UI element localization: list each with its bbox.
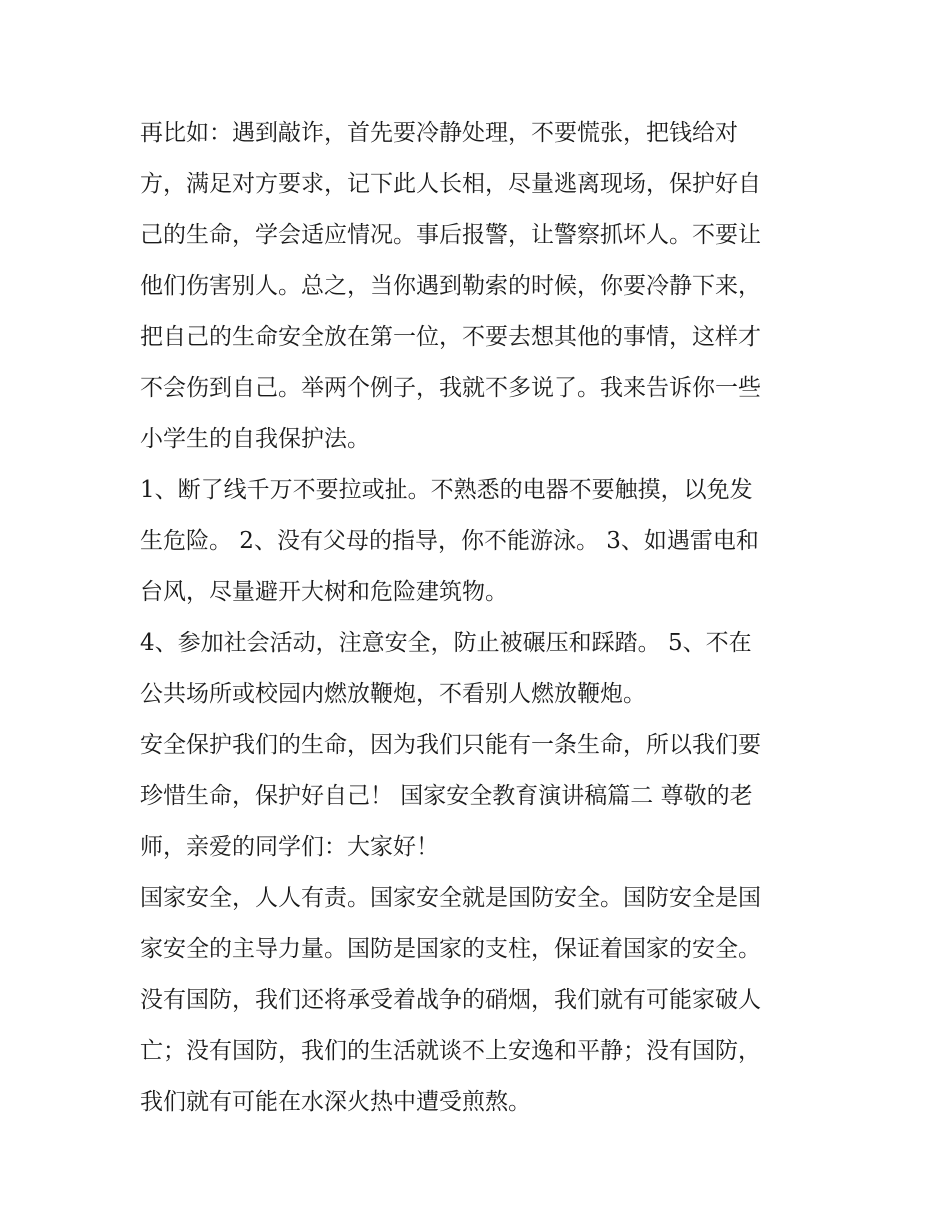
document-body	[140, 108, 820, 1128]
text-line: 方，满足对方要求，记下此人长相，尽量逃离现场，保护好自	[140, 171, 761, 197]
text-line: 再比如：遇到敲诈，首先要冷静处理，不要慌张，把钱给对	[140, 120, 738, 146]
text-line: 1、断了线千万不要拉或扯。不熟悉的电器不要触摸，以免发	[140, 477, 753, 503]
text-line: 己的生命，学会适应情况。事后报警，让警察抓坏人。不要让	[140, 222, 761, 248]
text-line: 公共场所或校园内燃放鞭炮，不看别人燃放鞭炮。	[140, 681, 646, 707]
text-line: 国家安全，人人有责。国家安全就是国防安全。国防安全是国	[140, 885, 761, 911]
text-line: 他们伤害别人。总之，当你遇到勒索的时候，你要冷静下来，	[140, 273, 761, 299]
text-line: 珍惜生命，保护好自己！ 国家安全教育演讲稿篇二 尊敬的老	[140, 783, 753, 809]
text-line: 把自己的生命安全放在第一位，不要去想其他的事情，这样才	[140, 324, 761, 350]
text-line: 不会伤到自己。举两个例子，我就不多说了。我来告诉你一些	[140, 375, 761, 401]
text-line: 4、参加社会活动，注意安全，防止被碾压和踩踏。 5、不在	[140, 630, 752, 656]
text-line: 没有国防，我们还将承受着战争的硝烟，我们就有可能家破人	[140, 987, 761, 1013]
text-line: 小学生的自我保护法。	[140, 426, 370, 452]
text-line: 亡；没有国防，我们的生活就谈不上安逸和平静；没有国防，	[140, 1038, 761, 1064]
text-line: 师，亲爱的同学们：大家好！	[140, 834, 439, 860]
text-line: 安全保护我们的生命，因为我们只能有一条生命，所以我们要	[140, 732, 761, 758]
text-line: 我们就有可能在水深火热中遭受煎熬。	[140, 1089, 531, 1115]
text-line: 家安全的主导力量。国防是国家的支柱，保证着国家的安全。	[140, 936, 761, 962]
text-line: 生危险。 2、没有父母的指导，你不能游泳。 3、如遇雷电和	[140, 528, 759, 554]
text-line: 台风，尽量避开大树和危险建筑物。	[140, 579, 508, 605]
